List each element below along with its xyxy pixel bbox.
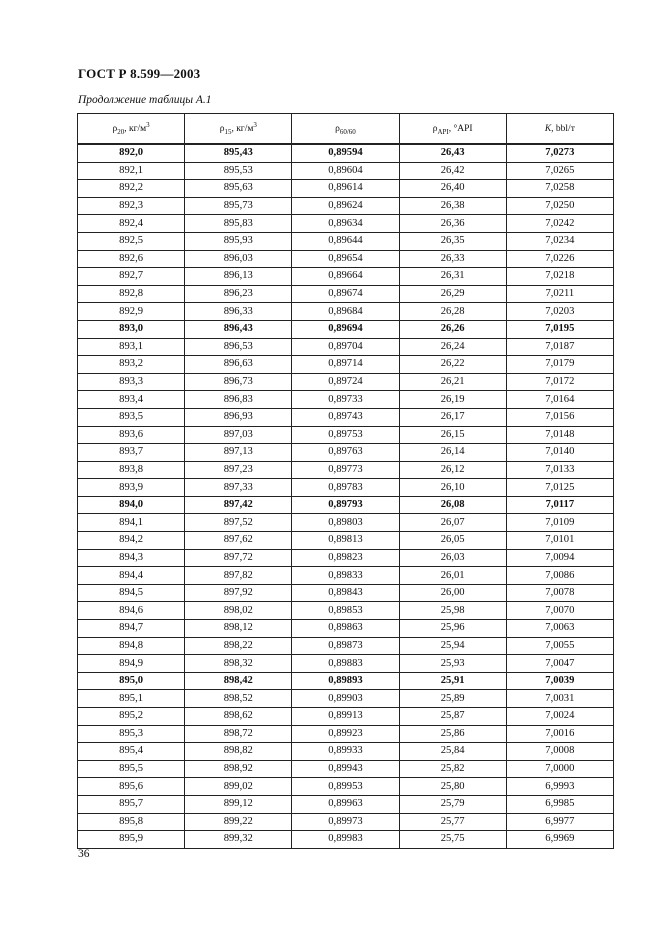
table-cell: 26,28 bbox=[399, 303, 506, 321]
table-cell: 26,26 bbox=[399, 320, 506, 338]
table-row bbox=[78, 655, 614, 673]
column-symbol: ρ bbox=[219, 123, 225, 134]
table-cell: 7,0265 bbox=[506, 162, 613, 180]
table-cell: 0,89654 bbox=[292, 250, 399, 268]
table-body bbox=[78, 144, 614, 848]
table-row bbox=[78, 637, 614, 655]
table-cell: 26,43 bbox=[399, 144, 506, 162]
table-cell: 895,7 bbox=[78, 795, 185, 813]
table-cell: 895,9 bbox=[78, 831, 185, 849]
table-row bbox=[78, 549, 614, 567]
table-cell: 0,89783 bbox=[292, 479, 399, 497]
table-cell: 26,08 bbox=[399, 496, 506, 514]
table-cell: 0,89694 bbox=[292, 320, 399, 338]
table-cell: 894,8 bbox=[78, 637, 185, 655]
table-cell: 7,0156 bbox=[506, 408, 613, 426]
table-row bbox=[78, 743, 614, 761]
table-cell: 25,79 bbox=[399, 795, 506, 813]
table-row bbox=[78, 813, 614, 831]
table-cell: 7,0125 bbox=[506, 479, 613, 497]
table-cell: 897,52 bbox=[185, 514, 292, 532]
density-table bbox=[77, 113, 614, 849]
table-cell: 26,19 bbox=[399, 391, 506, 409]
table-cell: 7,0179 bbox=[506, 356, 613, 374]
table-cell: 0,89594 bbox=[292, 144, 399, 162]
table-cell: 0,89873 bbox=[292, 637, 399, 655]
table-row bbox=[78, 584, 614, 602]
table-cell: 26,07 bbox=[399, 514, 506, 532]
table-cell: 897,13 bbox=[185, 444, 292, 462]
table-cell: 896,53 bbox=[185, 338, 292, 356]
table-cell: 894,1 bbox=[78, 514, 185, 532]
table-cell: 7,0133 bbox=[506, 461, 613, 479]
table-cell: 26,12 bbox=[399, 461, 506, 479]
table-cell: 25,89 bbox=[399, 690, 506, 708]
table-cell: 892,0 bbox=[78, 144, 185, 162]
table-cell: 0,89923 bbox=[292, 725, 399, 743]
table-cell: 7,0086 bbox=[506, 567, 613, 585]
table-cell: 895,93 bbox=[185, 232, 292, 250]
table-cell: 894,3 bbox=[78, 549, 185, 567]
table-cell: 25,80 bbox=[399, 778, 506, 796]
table-cell: 0,89843 bbox=[292, 584, 399, 602]
table-cell: 0,89634 bbox=[292, 215, 399, 233]
table-cell: 895,4 bbox=[78, 743, 185, 761]
table-row bbox=[78, 690, 614, 708]
table-cell: 7,0242 bbox=[506, 215, 613, 233]
table-cell: 26,29 bbox=[399, 285, 506, 303]
column-unit: , кг/м bbox=[124, 123, 147, 134]
table-cell: 892,6 bbox=[78, 250, 185, 268]
table-header-row bbox=[78, 114, 614, 145]
table-cell: 898,92 bbox=[185, 760, 292, 778]
table-cell: 26,24 bbox=[399, 338, 506, 356]
table-cell: 893,0 bbox=[78, 320, 185, 338]
table-row bbox=[78, 356, 614, 374]
column-symbol: ρ bbox=[335, 123, 340, 134]
table-cell: 0,89753 bbox=[292, 426, 399, 444]
table-cell: 7,0140 bbox=[506, 444, 613, 462]
table-cell: 7,0250 bbox=[506, 197, 613, 215]
column-header bbox=[399, 114, 506, 145]
table-row bbox=[78, 602, 614, 620]
table-cell: 6,9969 bbox=[506, 831, 613, 849]
table-cell: 895,83 bbox=[185, 215, 292, 233]
table-row bbox=[78, 795, 614, 813]
table-cell: 25,94 bbox=[399, 637, 506, 655]
table-cell: 895,3 bbox=[78, 725, 185, 743]
table-row bbox=[78, 373, 614, 391]
table-row bbox=[78, 232, 614, 250]
table-cell: 895,6 bbox=[78, 778, 185, 796]
table-row bbox=[78, 831, 614, 849]
table-cell: 7,0117 bbox=[506, 496, 613, 514]
table-cell: 0,89913 bbox=[292, 708, 399, 726]
table-cell: 0,89674 bbox=[292, 285, 399, 303]
table-cell: 0,89983 bbox=[292, 831, 399, 849]
table-cell: 899,32 bbox=[185, 831, 292, 849]
table-cell: 25,87 bbox=[399, 708, 506, 726]
table-cell: 898,22 bbox=[185, 637, 292, 655]
table-cell: 7,0031 bbox=[506, 690, 613, 708]
table-cell: 26,21 bbox=[399, 373, 506, 391]
table-cell: 7,0063 bbox=[506, 620, 613, 638]
column-header bbox=[506, 114, 613, 145]
table-cell: 25,98 bbox=[399, 602, 506, 620]
table-cell: 7,0039 bbox=[506, 672, 613, 690]
table-cell: 894,4 bbox=[78, 567, 185, 585]
table-cell: 7,0211 bbox=[506, 285, 613, 303]
table-cell: 7,0000 bbox=[506, 760, 613, 778]
table-cell: 893,6 bbox=[78, 426, 185, 444]
table-cell: 26,03 bbox=[399, 549, 506, 567]
table-cell: 25,93 bbox=[399, 655, 506, 673]
table-cell: 893,7 bbox=[78, 444, 185, 462]
table-cell: 26,10 bbox=[399, 479, 506, 497]
table-row bbox=[78, 426, 614, 444]
table-cell: 26,14 bbox=[399, 444, 506, 462]
table-row bbox=[78, 444, 614, 462]
table-cell: 25,84 bbox=[399, 743, 506, 761]
table-cell: 25,86 bbox=[399, 725, 506, 743]
table-cell: 0,89883 bbox=[292, 655, 399, 673]
table-cell: 0,89664 bbox=[292, 268, 399, 286]
table-cell: 0,89614 bbox=[292, 180, 399, 198]
table-cell: 893,5 bbox=[78, 408, 185, 426]
table-cell: 26,33 bbox=[399, 250, 506, 268]
table-cell: 7,0070 bbox=[506, 602, 613, 620]
table-cell: 898,62 bbox=[185, 708, 292, 726]
table-cell: 898,82 bbox=[185, 743, 292, 761]
table-cell: 896,63 bbox=[185, 356, 292, 374]
table-cell: 26,15 bbox=[399, 426, 506, 444]
table-cell: 6,9993 bbox=[506, 778, 613, 796]
table-cell: 0,89793 bbox=[292, 496, 399, 514]
table-row bbox=[78, 180, 614, 198]
table-cell: 897,03 bbox=[185, 426, 292, 444]
table-cell: 898,12 bbox=[185, 620, 292, 638]
table-cell: 0,89833 bbox=[292, 567, 399, 585]
table-cell: 26,42 bbox=[399, 162, 506, 180]
table-cell: 892,9 bbox=[78, 303, 185, 321]
table-cell: 0,89963 bbox=[292, 795, 399, 813]
table-cell: 6,9977 bbox=[506, 813, 613, 831]
table-row bbox=[78, 268, 614, 286]
table-row bbox=[78, 461, 614, 479]
column-subscript: 15 bbox=[224, 127, 232, 136]
table-cell: 896,93 bbox=[185, 408, 292, 426]
column-unit: , °API bbox=[448, 123, 473, 134]
table-cell: 26,05 bbox=[399, 532, 506, 550]
table-cell: 898,32 bbox=[185, 655, 292, 673]
column-subscript: API bbox=[437, 127, 449, 136]
table-cell: 7,0172 bbox=[506, 373, 613, 391]
table-cell: 0,89644 bbox=[292, 232, 399, 250]
table-row bbox=[78, 197, 614, 215]
column-symbol: ρ bbox=[432, 123, 438, 134]
table-cell: 7,0024 bbox=[506, 708, 613, 726]
table-cell: 898,42 bbox=[185, 672, 292, 690]
table-cell: 896,03 bbox=[185, 250, 292, 268]
table-cell: 895,2 bbox=[78, 708, 185, 726]
column-unit: , кг/м bbox=[231, 123, 254, 134]
table-cell: 897,33 bbox=[185, 479, 292, 497]
table-cell: 0,89823 bbox=[292, 549, 399, 567]
table-row bbox=[78, 567, 614, 585]
table-cell: 0,89863 bbox=[292, 620, 399, 638]
table-cell: 26,22 bbox=[399, 356, 506, 374]
table-cell: 899,12 bbox=[185, 795, 292, 813]
table-cell: 0,89943 bbox=[292, 760, 399, 778]
table-cell: 892,1 bbox=[78, 162, 185, 180]
table-row bbox=[78, 620, 614, 638]
table-cell: 895,73 bbox=[185, 197, 292, 215]
table-cell: 26,01 bbox=[399, 567, 506, 585]
table-cell: 892,7 bbox=[78, 268, 185, 286]
table-cell: 0,89803 bbox=[292, 514, 399, 532]
column-header bbox=[78, 114, 185, 145]
table-cell: 895,8 bbox=[78, 813, 185, 831]
table-cell: 895,53 bbox=[185, 162, 292, 180]
table-cell: 7,0008 bbox=[506, 743, 613, 761]
table-row bbox=[78, 514, 614, 532]
table-cell: 892,3 bbox=[78, 197, 185, 215]
table-cell: 897,72 bbox=[185, 549, 292, 567]
table-cell: 0,89953 bbox=[292, 778, 399, 796]
table-cell: 898,52 bbox=[185, 690, 292, 708]
table-cell: 895,63 bbox=[185, 180, 292, 198]
table-cell: 895,1 bbox=[78, 690, 185, 708]
table-cell: 0,89733 bbox=[292, 391, 399, 409]
table-row bbox=[78, 408, 614, 426]
table-cell: 7,0109 bbox=[506, 514, 613, 532]
table-cell: 7,0218 bbox=[506, 268, 613, 286]
table-cell: 894,5 bbox=[78, 584, 185, 602]
table-cell: 896,83 bbox=[185, 391, 292, 409]
table-cell: 26,35 bbox=[399, 232, 506, 250]
table-cell: 0,89903 bbox=[292, 690, 399, 708]
table-cell: 0,89763 bbox=[292, 444, 399, 462]
table-cell: 897,62 bbox=[185, 532, 292, 550]
table-cell: 7,0101 bbox=[506, 532, 613, 550]
column-header bbox=[292, 114, 399, 145]
table-row bbox=[78, 320, 614, 338]
table-cell: 895,0 bbox=[78, 672, 185, 690]
table-cell: 899,22 bbox=[185, 813, 292, 831]
table-cell: 0,89853 bbox=[292, 602, 399, 620]
table-cell: 26,17 bbox=[399, 408, 506, 426]
table-cell: 25,77 bbox=[399, 813, 506, 831]
table-cell: 26,36 bbox=[399, 215, 506, 233]
table-cell: 892,8 bbox=[78, 285, 185, 303]
table-cell: 895,43 bbox=[185, 144, 292, 162]
table-caption: Продолжение таблицы А.1 bbox=[78, 94, 212, 106]
table-cell: 6,9985 bbox=[506, 795, 613, 813]
column-superscript: 3 bbox=[253, 120, 257, 129]
table-cell: 7,0164 bbox=[506, 391, 613, 409]
table-cell: 7,0055 bbox=[506, 637, 613, 655]
table-cell: 0,89724 bbox=[292, 373, 399, 391]
table-cell: 25,96 bbox=[399, 620, 506, 638]
column-subscript: 60/60 bbox=[339, 127, 356, 136]
table-cell: 893,8 bbox=[78, 461, 185, 479]
table-cell: 25,91 bbox=[399, 672, 506, 690]
table-cell: 0,89813 bbox=[292, 532, 399, 550]
table-row bbox=[78, 215, 614, 233]
table-row bbox=[78, 144, 614, 162]
table-cell: 0,89604 bbox=[292, 162, 399, 180]
table-cell: 893,1 bbox=[78, 338, 185, 356]
table-cell: 0,89773 bbox=[292, 461, 399, 479]
column-unit: , bbl/т bbox=[551, 123, 575, 134]
table-row bbox=[78, 391, 614, 409]
table-header bbox=[78, 114, 614, 145]
table-cell: 7,0273 bbox=[506, 144, 613, 162]
table-row bbox=[78, 338, 614, 356]
table-cell: 7,0016 bbox=[506, 725, 613, 743]
table-cell: 0,89973 bbox=[292, 813, 399, 831]
table-row bbox=[78, 303, 614, 321]
table-cell: 896,33 bbox=[185, 303, 292, 321]
table-row bbox=[78, 725, 614, 743]
table-cell: 7,0195 bbox=[506, 320, 613, 338]
table-cell: 895,5 bbox=[78, 760, 185, 778]
column-subscript: 20 bbox=[117, 127, 125, 136]
table-cell: 7,0234 bbox=[506, 232, 613, 250]
table-cell: 26,00 bbox=[399, 584, 506, 602]
table-row bbox=[78, 162, 614, 180]
table-row bbox=[78, 250, 614, 268]
table-row bbox=[78, 672, 614, 690]
table-cell: 26,31 bbox=[399, 268, 506, 286]
table-cell: 7,0226 bbox=[506, 250, 613, 268]
table-cell: 896,43 bbox=[185, 320, 292, 338]
table-cell: 7,0203 bbox=[506, 303, 613, 321]
table-cell: 899,02 bbox=[185, 778, 292, 796]
table-cell: 26,38 bbox=[399, 197, 506, 215]
table-cell: 26,40 bbox=[399, 180, 506, 198]
table-cell: 894,7 bbox=[78, 620, 185, 638]
table-cell: 896,73 bbox=[185, 373, 292, 391]
table-cell: 898,72 bbox=[185, 725, 292, 743]
document-code: ГОСТ Р 8.599—2003 bbox=[78, 66, 201, 81]
table-cell: 25,82 bbox=[399, 760, 506, 778]
table-cell: 0,89624 bbox=[292, 197, 399, 215]
table-cell: 896,23 bbox=[185, 285, 292, 303]
table-cell: 0,89704 bbox=[292, 338, 399, 356]
table-cell: 893,9 bbox=[78, 479, 185, 497]
table-cell: 896,13 bbox=[185, 268, 292, 286]
table-row bbox=[78, 532, 614, 550]
table-row bbox=[78, 496, 614, 514]
table-row bbox=[78, 285, 614, 303]
table-cell: 0,89743 bbox=[292, 408, 399, 426]
table-cell: 897,23 bbox=[185, 461, 292, 479]
column-superscript: 3 bbox=[146, 120, 150, 129]
table-cell: 893,4 bbox=[78, 391, 185, 409]
table-cell: 7,0148 bbox=[506, 426, 613, 444]
column-header bbox=[185, 114, 292, 145]
table-cell: 7,0094 bbox=[506, 549, 613, 567]
table-row bbox=[78, 479, 614, 497]
table-cell: 0,89933 bbox=[292, 743, 399, 761]
table-row bbox=[78, 708, 614, 726]
table-cell: 892,2 bbox=[78, 180, 185, 198]
table-cell: 897,92 bbox=[185, 584, 292, 602]
table-cell: 0,89684 bbox=[292, 303, 399, 321]
table-cell: 894,0 bbox=[78, 496, 185, 514]
page-number: 36 bbox=[78, 848, 90, 860]
table-row bbox=[78, 778, 614, 796]
table-cell: 898,02 bbox=[185, 602, 292, 620]
table-cell: 0,89714 bbox=[292, 356, 399, 374]
table-row bbox=[78, 760, 614, 778]
table-cell: 7,0047 bbox=[506, 655, 613, 673]
table-cell: 7,0187 bbox=[506, 338, 613, 356]
table-cell: 894,6 bbox=[78, 602, 185, 620]
table-cell: 25,75 bbox=[399, 831, 506, 849]
table-cell: 893,2 bbox=[78, 356, 185, 374]
table-cell: 897,42 bbox=[185, 496, 292, 514]
table-cell: 892,5 bbox=[78, 232, 185, 250]
table-cell: 0,89893 bbox=[292, 672, 399, 690]
table-cell: 894,2 bbox=[78, 532, 185, 550]
table-cell: 7,0078 bbox=[506, 584, 613, 602]
table-cell: 892,4 bbox=[78, 215, 185, 233]
table-cell: 897,82 bbox=[185, 567, 292, 585]
table-cell: 894,9 bbox=[78, 655, 185, 673]
table-cell: 7,0258 bbox=[506, 180, 613, 198]
column-symbol: ρ bbox=[112, 123, 118, 134]
table-cell: 893,3 bbox=[78, 373, 185, 391]
column-symbol: K bbox=[544, 123, 552, 134]
